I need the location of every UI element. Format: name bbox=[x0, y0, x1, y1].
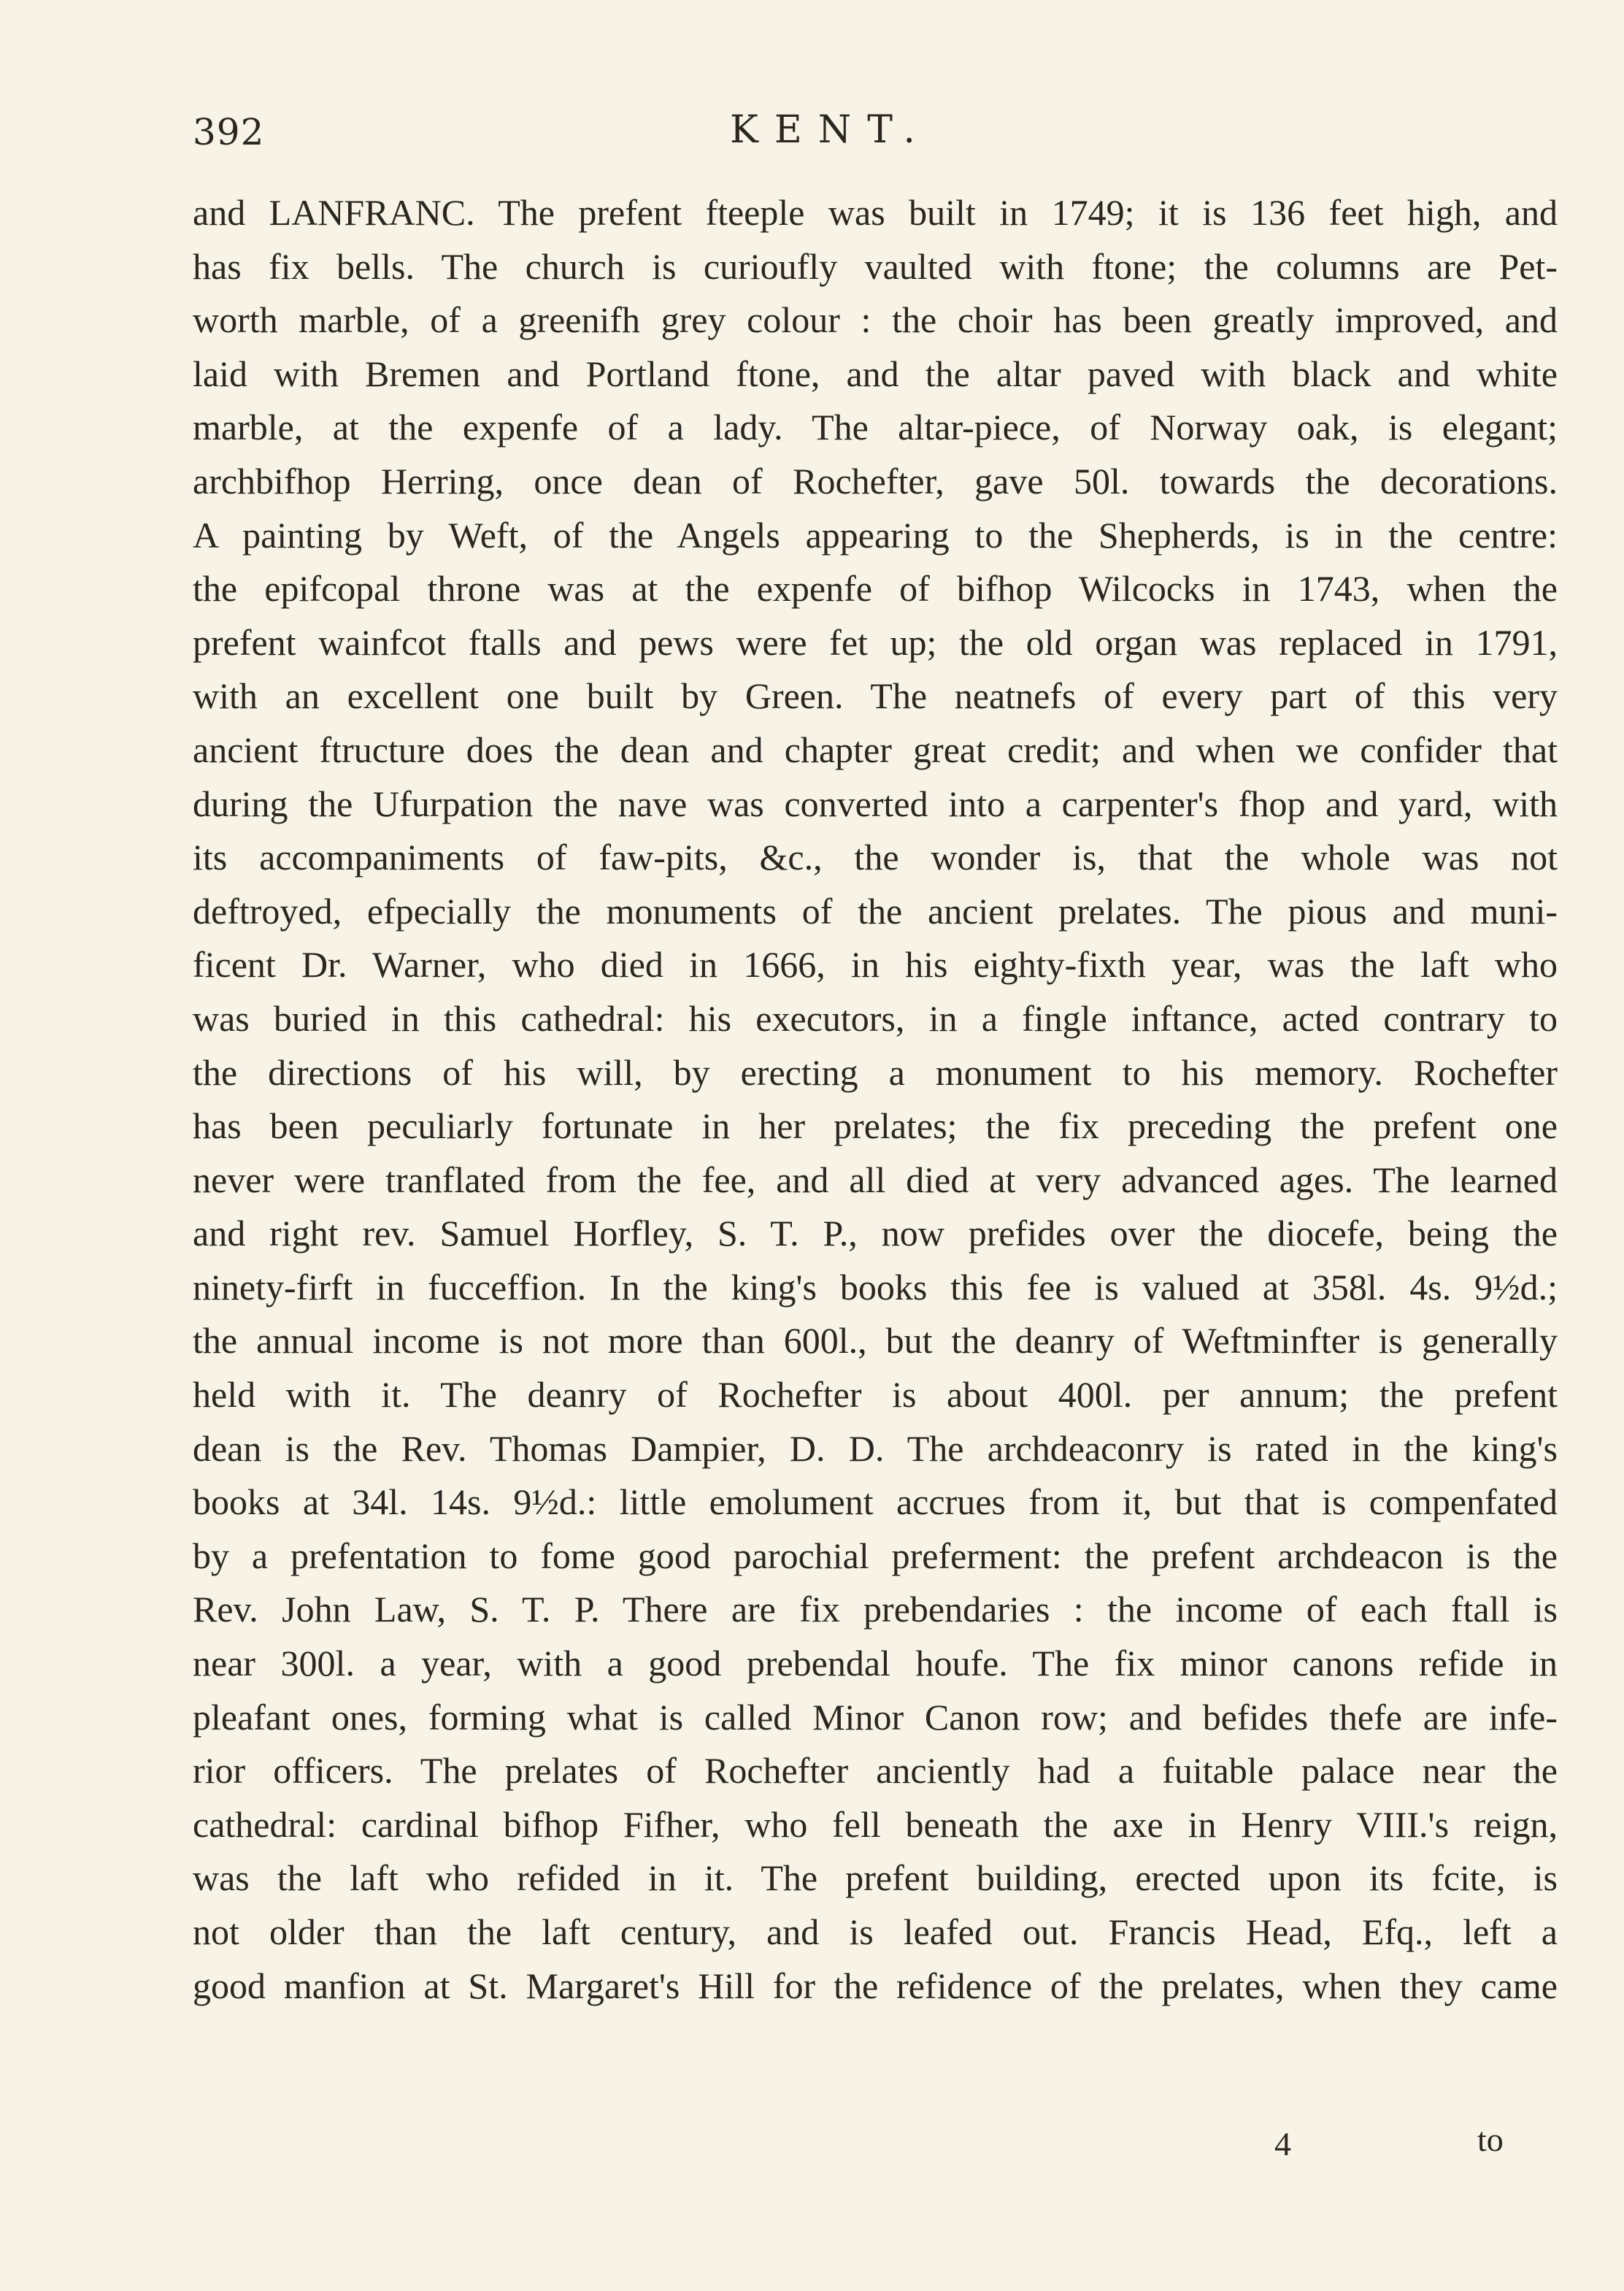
catchword: to bbox=[1477, 2121, 1504, 2158]
text-line: ficent Dr. Warner, who died in 1666, in his eighty-fixth year, was the laft who bbox=[193, 944, 1558, 986]
text-line: never were tranflated from the fee, and all died at very advanced ages. The learned bbox=[193, 1159, 1558, 1200]
text-line: has been peculiarly fortunate in her prelates; the fix preceding the prefent one bbox=[193, 1105, 1558, 1147]
text-line: was the laft who refided in it. The prefent building, erected upon its fcite, is bbox=[193, 1857, 1558, 1899]
text-line: during the Ufurpation the nave was converted into a carpenter's fhop and yard, with bbox=[193, 783, 1558, 824]
text-line: held with it. The deanry of Rochefter is about 400l. per annum; the prefent bbox=[193, 1374, 1558, 1416]
text-line: Rev. John Law, S. T. P. There are fix prebendaries : the income of each ftall is bbox=[193, 1589, 1558, 1630]
text-line: the epifcopal throne was at the expenfe of bifhop Wilcocks in 1743, when the bbox=[193, 568, 1558, 610]
text-line: ninety-firft in fucceffion. In the king's books this fee is valued at 358l. 4s. 9½d.; bbox=[193, 1266, 1558, 1308]
text-line: dean is the Rev. Thomas Dampier, D. D. The archdeaconry is rated in the king's bbox=[193, 1427, 1558, 1469]
signature-mark: 4 bbox=[1274, 2125, 1291, 2163]
text-line: the annual income is not more than 600l., but the deanry of Weftminfter is generally bbox=[193, 1320, 1558, 1362]
text-line: and LANFRANC. The prefent fteeple was built in 1749; it is 136 feet high, and bbox=[193, 192, 1558, 233]
text-line: with an excellent one built by Green. The neatnefs of every part of this very bbox=[193, 675, 1558, 717]
text-line: rior officers. The prelates of Rochefter anciently had a fuitable palace near the bbox=[193, 1750, 1558, 1792]
body-paragraph bbox=[193, 186, 1558, 2013]
text-line: pleafant ones, forming what is called Minor Canon row; and befides thefe are infe- bbox=[193, 1696, 1558, 1738]
text-line: was buried in this cathedral: his executors, in a fingle inftance, acted contrary to bbox=[193, 997, 1558, 1039]
text-line: prefent wainfcot ftalls and pews were fet up; the old organ was replaced in 1791, bbox=[193, 621, 1558, 663]
text-line: marble, at the expenfe of a lady. The altar-piece, of Norway oak, is elegant; bbox=[193, 407, 1558, 448]
text-line: near 300l. a year, with a good prebendal houfe. The fix minor canons refide in bbox=[193, 1643, 1558, 1684]
text-line: and right rev. Samuel Horfley, S. T. P., now prefides over the diocefe, being the bbox=[193, 1213, 1558, 1254]
text-line: the directions of his will, by erecting a monument to his memory. Rochefter bbox=[193, 1051, 1558, 1093]
text-line: not older than the laft century, and is leafed out. Francis Head, Efq., left a bbox=[193, 1911, 1558, 1952]
text-line: worth marble, of a greenifh grey colour : the choir has been greatly improved, and bbox=[193, 299, 1558, 341]
text-line: cathedral: cardinal bifhop Fifher, who fell beneath the axe in Henry VIII.'s reign, bbox=[193, 1803, 1558, 1845]
text-line: archbifhop Herring, once dean of Rochefter, gave 50l. towards the decorations. bbox=[193, 460, 1558, 502]
running-head: KENT. bbox=[730, 108, 931, 152]
page-number: 392 bbox=[193, 111, 265, 153]
text-line: books at 34l. 14s. 9½d.: little emolument accrues from it, but that is compenfated bbox=[193, 1481, 1558, 1523]
text-line: good manfion at St. Margaret's Hill for the refidence of the prelates, when they came bbox=[193, 1965, 1558, 2006]
text-line: deftroyed, efpecially the monuments of the ancient prelates. The pious and muni- bbox=[193, 890, 1558, 932]
text-line: its accompaniments of faw-pits, &c., the wonder is, that the whole was not bbox=[193, 837, 1558, 878]
text-line: A painting by Weft, of the Angels appearing to the Shepherds, is in the centre: bbox=[193, 514, 1558, 556]
text-line: has fix bells. The church is curioufly vaulted with ftone; the columns are Pet- bbox=[193, 245, 1558, 287]
text-line: laid with Bremen and Portland ftone, and the altar paved with black and white bbox=[193, 353, 1558, 394]
text-line: by a prefentation to fome good parochial preferment: the prefent archdeacon is the bbox=[193, 1535, 1558, 1576]
text-line: ancient ftructure does the dean and chapter great credit; and when we confider that bbox=[193, 729, 1558, 770]
